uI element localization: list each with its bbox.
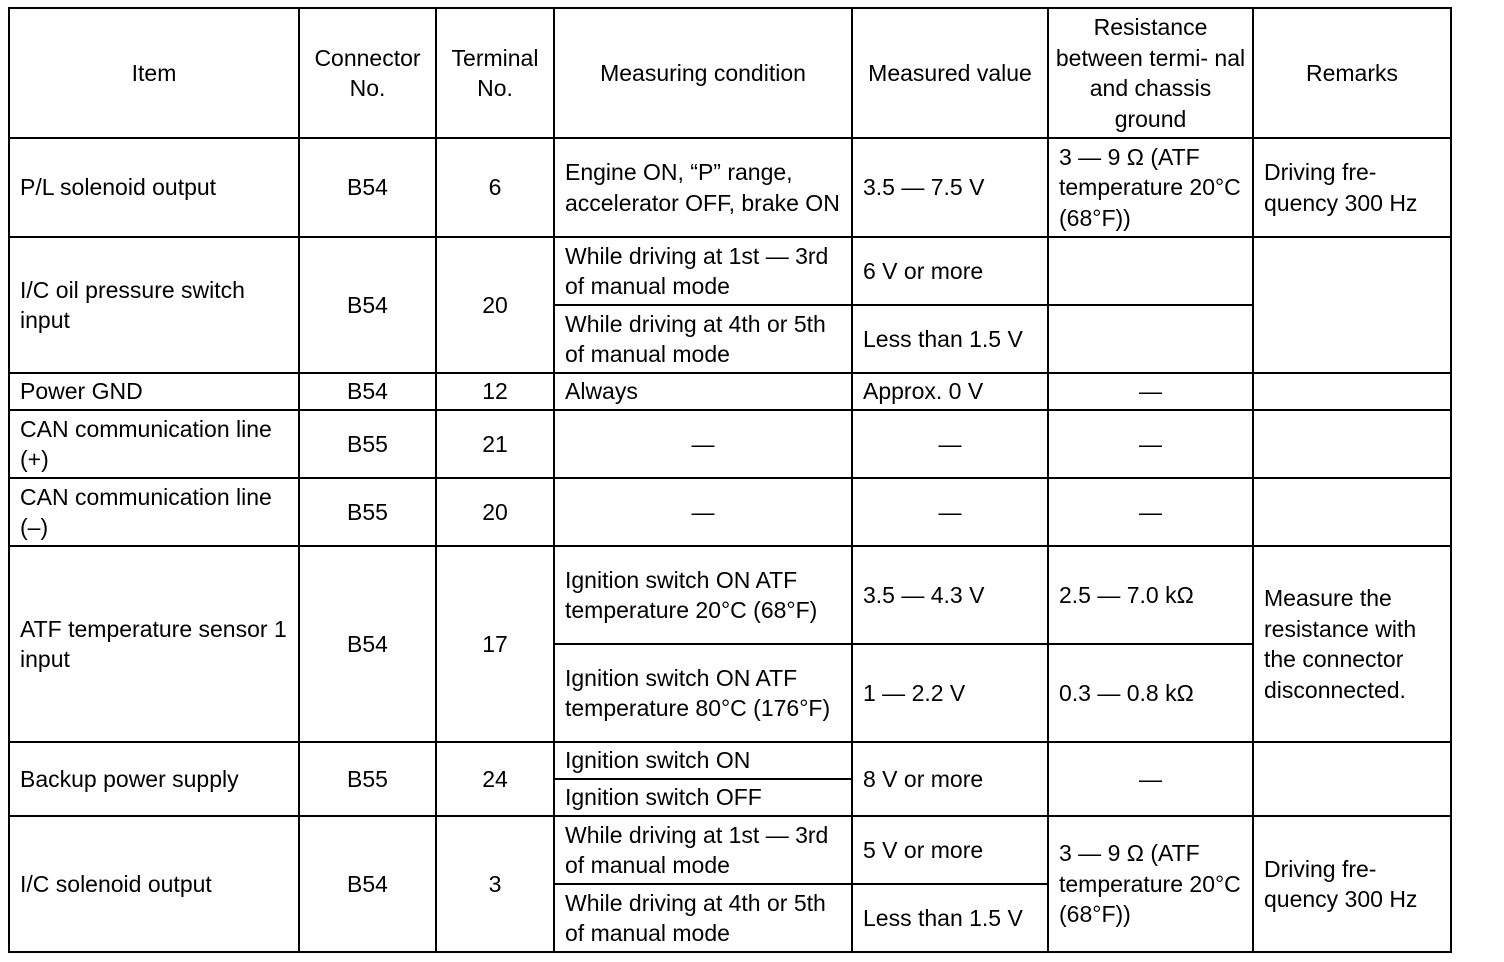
- resistance-cell: [1048, 305, 1253, 373]
- condition-cell: While driving at 1st — 3rd of manual mode: [554, 816, 852, 884]
- condition-cell: While driving at 1st — 3rd of manual mode: [554, 237, 852, 305]
- terminal-cell: 12: [436, 373, 554, 410]
- connector-cell: B54: [299, 816, 436, 952]
- header-connector-no: Connector No.: [299, 8, 436, 138]
- item-cell: CAN communication line (–): [9, 478, 299, 546]
- value-cell: —: [852, 410, 1048, 478]
- table-row: [9, 816, 1451, 884]
- resistance-cell: —: [1048, 410, 1253, 478]
- condition-cell: Engine ON, “P” range, accelerator OFF, brake ON: [554, 138, 852, 237]
- value-cell: 3.5 — 7.5 V: [852, 138, 1048, 237]
- value-cell: 5 V or more: [852, 816, 1048, 884]
- table-row: [9, 478, 1451, 546]
- value-cell: 6 V or more: [852, 237, 1048, 305]
- remarks-cell: [1253, 410, 1451, 478]
- connector-cell: B54: [299, 373, 436, 410]
- resistance-cell: —: [1048, 373, 1253, 410]
- terminal-cell: 21: [436, 410, 554, 478]
- table-row: [9, 373, 1451, 410]
- value-cell: 8 V or more: [852, 742, 1048, 816]
- value-cell: 3.5 — 4.3 V: [852, 546, 1048, 644]
- header-measured-value: Measured value: [852, 8, 1048, 138]
- condition-cell: While driving at 4th or 5th of manual mode: [554, 305, 852, 373]
- item-cell: Power GND: [9, 373, 299, 410]
- remarks-cell: Driving fre- quency 300 Hz: [1253, 816, 1451, 952]
- table-row: [9, 410, 1451, 478]
- condition-cell: —: [554, 478, 852, 546]
- resistance-cell: [1048, 237, 1253, 305]
- table-row: [9, 742, 1451, 779]
- header-resistance: Resistance between termi- nal and chassis ground: [1048, 8, 1253, 138]
- resistance-cell: 2.5 — 7.0 kΩ: [1048, 546, 1253, 644]
- value-cell: Less than 1.5 V: [852, 884, 1048, 952]
- document-page: [8, 7, 1450, 953]
- condition-cell: Ignition switch ON ATF temperature 80°C (176°F): [554, 644, 852, 742]
- terminal-cell: 20: [436, 478, 554, 546]
- item-cell: I/C solenoid output: [9, 816, 299, 952]
- terminal-cell: 20: [436, 237, 554, 373]
- terminal-spec-table: [8, 7, 1452, 953]
- header-terminal-no: Terminal No.: [436, 8, 554, 138]
- item-cell: I/C oil pressure switch input: [9, 237, 299, 373]
- remarks-cell: [1253, 742, 1451, 816]
- remarks-cell: [1253, 478, 1451, 546]
- value-cell: 1 — 2.2 V: [852, 644, 1048, 742]
- condition-cell: Ignition switch ON: [554, 742, 852, 779]
- table-row: [9, 138, 1451, 237]
- resistance-cell: —: [1048, 742, 1253, 816]
- connector-cell: B54: [299, 546, 436, 742]
- item-cell: Backup power supply: [9, 742, 299, 816]
- resistance-cell: —: [1048, 478, 1253, 546]
- header-row: [9, 8, 1451, 138]
- item-cell: P/L solenoid output: [9, 138, 299, 237]
- resistance-cell: 3 — 9 Ω (ATF temperature 20°C (68°F)): [1048, 138, 1253, 237]
- resistance-cell: 0.3 — 0.8 kΩ: [1048, 644, 1253, 742]
- remarks-cell: [1253, 237, 1451, 373]
- header-measuring-condition: Measuring condition: [554, 8, 852, 138]
- item-cell: ATF temperature sensor 1 input: [9, 546, 299, 742]
- condition-cell: Ignition switch ON ATF temperature 20°C (68°F): [554, 546, 852, 644]
- condition-cell: —: [554, 410, 852, 478]
- remarks-cell: [1253, 373, 1451, 410]
- table-row: [9, 546, 1451, 644]
- remarks-cell: Measure the resistance with the connector disconnected.: [1253, 546, 1451, 742]
- terminal-cell: 24: [436, 742, 554, 816]
- terminal-cell: 3: [436, 816, 554, 952]
- terminal-cell: 17: [436, 546, 554, 742]
- item-cell: CAN communication line (+): [9, 410, 299, 478]
- table-row: [9, 237, 1451, 305]
- connector-cell: B55: [299, 410, 436, 478]
- header-remarks: Remarks: [1253, 8, 1451, 138]
- value-cell: Less than 1.5 V: [852, 305, 1048, 373]
- connector-cell: B55: [299, 478, 436, 546]
- connector-cell: B54: [299, 237, 436, 373]
- condition-cell: Ignition switch OFF: [554, 779, 852, 816]
- connector-cell: B54: [299, 138, 436, 237]
- remarks-cell: Driving fre- quency 300 Hz: [1253, 138, 1451, 237]
- value-cell: —: [852, 478, 1048, 546]
- connector-cell: B55: [299, 742, 436, 816]
- condition-cell: While driving at 4th or 5th of manual mode: [554, 884, 852, 952]
- header-item: Item: [9, 8, 299, 138]
- condition-cell: Always: [554, 373, 852, 410]
- resistance-cell: 3 — 9 Ω (ATF temperature 20°C (68°F)): [1048, 816, 1253, 952]
- value-cell: Approx. 0 V: [852, 373, 1048, 410]
- terminal-cell: 6: [436, 138, 554, 237]
